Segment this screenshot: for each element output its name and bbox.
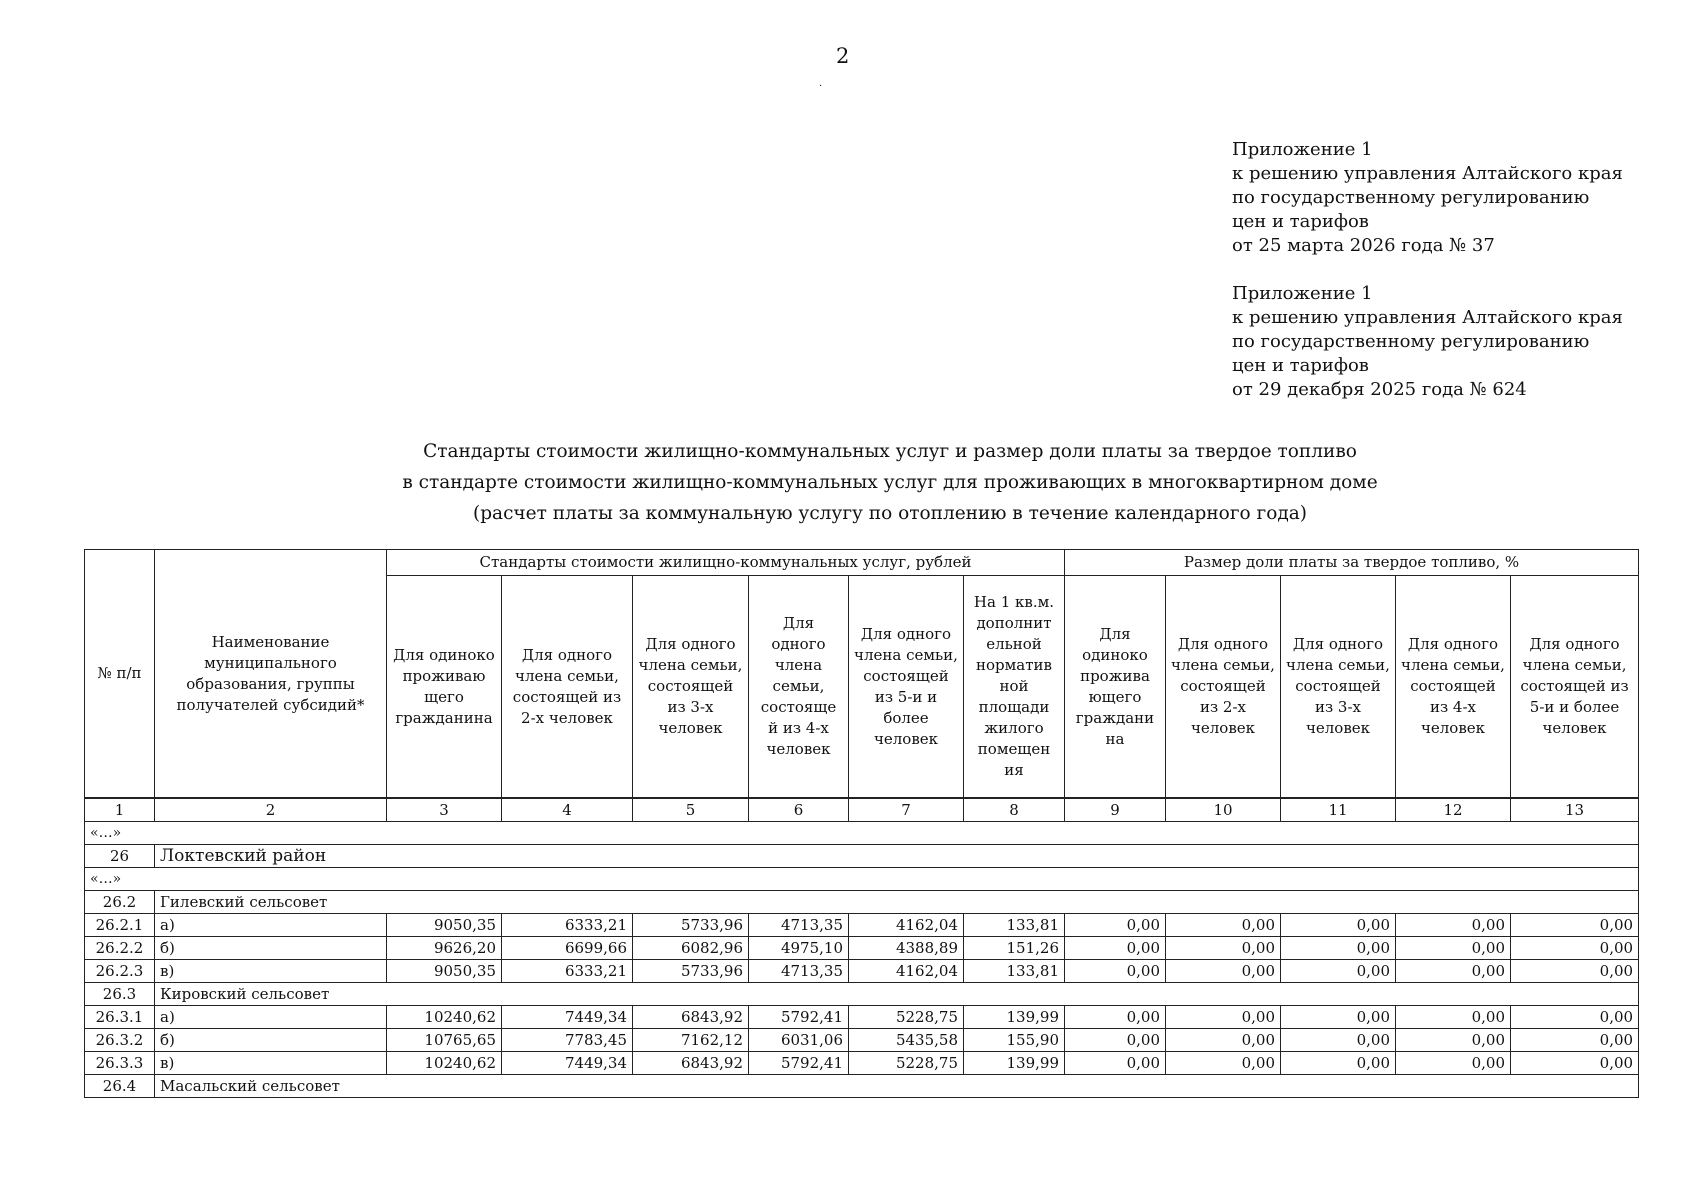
tariff-table xyxy=(84,549,1639,1098)
value-col-13: 0,00 xyxy=(1511,960,1639,983)
row-number: 26.3.2 xyxy=(85,1029,155,1052)
value-col-11: 0,00 xyxy=(1281,960,1396,983)
value-col-4: 7449,34 xyxy=(502,1006,633,1029)
table-row xyxy=(85,1029,1639,1052)
appendix-line: цен и тарифов xyxy=(1232,355,1369,376)
ellipsis-row xyxy=(85,868,1639,891)
subheader-col-10: Для одного члена семьи, состоящей из 2-х человек xyxy=(1166,576,1281,799)
value-col-3: 9050,35 xyxy=(387,914,502,937)
appendix-title: Приложение 1 xyxy=(1232,283,1373,304)
appendix-block-2 xyxy=(1232,282,1623,402)
value-col-12: 0,00 xyxy=(1396,1029,1511,1052)
district-row xyxy=(85,845,1639,868)
value-col-13: 0,00 xyxy=(1511,914,1639,937)
section-row xyxy=(85,983,1639,1006)
value-col-6: 5792,41 xyxy=(749,1006,849,1029)
row-number: 26 xyxy=(85,845,155,868)
subheader-col-11: Для одного члена семьи, состоящей из 3-х человек xyxy=(1281,576,1396,799)
row-group: а) xyxy=(155,1006,387,1029)
subheader-col-3: Для одиноко проживаю щего гражданина xyxy=(387,576,502,799)
value-col-9: 0,00 xyxy=(1065,1006,1166,1029)
row-group: б) xyxy=(155,1029,387,1052)
value-col-8: 139,99 xyxy=(964,1006,1065,1029)
value-col-9: 0,00 xyxy=(1065,914,1166,937)
value-col-13: 0,00 xyxy=(1511,1029,1639,1052)
ellipsis-cell: «…» xyxy=(85,822,1639,845)
row-group: в) xyxy=(155,1052,387,1075)
table-row xyxy=(85,1006,1639,1029)
value-col-9: 0,00 xyxy=(1065,1052,1166,1075)
page-number: 2 xyxy=(836,44,850,68)
value-col-6: 5792,41 xyxy=(749,1052,849,1075)
value-col-8: 133,81 xyxy=(964,914,1065,937)
row-number: 26.2.3 xyxy=(85,960,155,983)
value-col-8: 155,90 xyxy=(964,1029,1065,1052)
value-col-4: 7449,34 xyxy=(502,1052,633,1075)
column-number: 4 xyxy=(502,798,633,822)
table-row xyxy=(85,937,1639,960)
appendix-line: к решению управления Алтайского края xyxy=(1232,163,1623,184)
subheader-col-9: Для одиноко прожива ющего граждани на xyxy=(1065,576,1166,799)
header-number: № п/п xyxy=(85,550,155,799)
row-group: б) xyxy=(155,937,387,960)
row-number: 26.2 xyxy=(85,891,155,914)
value-col-8: 139,99 xyxy=(964,1052,1065,1075)
section-row xyxy=(85,891,1639,914)
value-col-5: 6843,92 xyxy=(633,1052,749,1075)
section-name: Гилевский сельсовет xyxy=(155,891,1639,914)
appendix-line: цен и тарифов xyxy=(1232,211,1369,232)
value-col-9: 0,00 xyxy=(1065,960,1166,983)
column-number: 9 xyxy=(1065,798,1166,822)
appendix-line: к решению управления Алтайского края xyxy=(1232,307,1623,328)
value-col-3: 10765,65 xyxy=(387,1029,502,1052)
value-col-8: 133,81 xyxy=(964,960,1065,983)
value-col-10: 0,00 xyxy=(1166,1029,1281,1052)
value-col-10: 0,00 xyxy=(1166,1052,1281,1075)
subheader-col-5: Для одного члена семьи, состоящей из 3-х человек xyxy=(633,576,749,799)
column-number: 13 xyxy=(1511,798,1639,822)
value-col-3: 9626,20 xyxy=(387,937,502,960)
value-col-9: 0,00 xyxy=(1065,937,1166,960)
subheader-col-7: Для одного члена семьи, состоящей из 5-и и более человек xyxy=(849,576,964,799)
value-col-11: 0,00 xyxy=(1281,1052,1396,1075)
appendix-line: от 29 декабря 2025 года № 624 xyxy=(1232,379,1527,400)
header-group-standards: Стандарты стоимости жилищно-коммунальных услуг, рублей xyxy=(387,550,1065,576)
value-col-6: 4713,35 xyxy=(749,914,849,937)
subheader-col-13: Для одного члена семьи, состоящей из 5-и и более человек xyxy=(1511,576,1639,799)
value-col-12: 0,00 xyxy=(1396,914,1511,937)
value-col-7: 4388,89 xyxy=(849,937,964,960)
value-col-13: 0,00 xyxy=(1511,1052,1639,1075)
value-col-4: 6333,21 xyxy=(502,960,633,983)
row-number: 26.4 xyxy=(85,1075,155,1098)
value-col-11: 0,00 xyxy=(1281,914,1396,937)
value-col-6: 4713,35 xyxy=(749,960,849,983)
row-number: 26.3.1 xyxy=(85,1006,155,1029)
column-number: 11 xyxy=(1281,798,1396,822)
subheader-col-4: Для одного члена семьи, состоящей из 2-х человек xyxy=(502,576,633,799)
value-col-9: 0,00 xyxy=(1065,1029,1166,1052)
appendix-line: от 25 марта 2026 года № 37 xyxy=(1232,235,1495,256)
value-col-10: 0,00 xyxy=(1166,960,1281,983)
section-row xyxy=(85,1075,1639,1098)
row-group: а) xyxy=(155,914,387,937)
title-line: (расчет платы за коммунальную услугу по отоплению в течение календарного года) xyxy=(472,503,1307,524)
appendix-line: по государственному регулированию xyxy=(1232,331,1590,352)
value-col-10: 0,00 xyxy=(1166,914,1281,937)
value-col-5: 5733,96 xyxy=(633,960,749,983)
subheader-col-12: Для одного члена семьи, состоящей из 4-х человек xyxy=(1396,576,1511,799)
value-col-7: 5435,58 xyxy=(849,1029,964,1052)
column-numbers-row xyxy=(85,798,1639,822)
value-col-8: 151,26 xyxy=(964,937,1065,960)
column-number: 12 xyxy=(1396,798,1511,822)
appendix-title: Приложение 1 xyxy=(1232,139,1373,160)
column-number: 6 xyxy=(749,798,849,822)
section-name: Масальский сельсовет xyxy=(155,1075,1639,1098)
column-number: 5 xyxy=(633,798,749,822)
value-col-11: 0,00 xyxy=(1281,937,1396,960)
appendix-block-1 xyxy=(1232,138,1623,258)
header-group-fuel-share: Размер доли платы за твердое топливо, % xyxy=(1065,550,1639,576)
row-number: 26.2.1 xyxy=(85,914,155,937)
value-col-12: 0,00 xyxy=(1396,1006,1511,1029)
document-title xyxy=(300,436,1480,529)
column-number: 8 xyxy=(964,798,1065,822)
value-col-6: 4975,10 xyxy=(749,937,849,960)
district-name: Локтевский район xyxy=(155,845,1639,868)
table-row xyxy=(85,960,1639,983)
title-line: в стандарте стоимости жилищно-коммунальных услуг для проживающих в многоквартирном доме xyxy=(402,472,1378,493)
subheader-col-6: Для одного члена семьи, состояще й из 4-х человек xyxy=(749,576,849,799)
value-col-3: 9050,35 xyxy=(387,960,502,983)
value-col-13: 0,00 xyxy=(1511,1006,1639,1029)
appendix-line: по государственному регулированию xyxy=(1232,187,1590,208)
value-col-3: 10240,62 xyxy=(387,1052,502,1075)
row-number: 26.2.2 xyxy=(85,937,155,960)
value-col-4: 6333,21 xyxy=(502,914,633,937)
column-number: 7 xyxy=(849,798,964,822)
value-col-7: 4162,04 xyxy=(849,960,964,983)
value-col-13: 0,00 xyxy=(1511,937,1639,960)
value-col-5: 6843,92 xyxy=(633,1006,749,1029)
value-col-10: 0,00 xyxy=(1166,1006,1281,1029)
ellipsis-cell: «…» xyxy=(85,868,1639,891)
value-col-11: 0,00 xyxy=(1281,1006,1396,1029)
value-col-11: 0,00 xyxy=(1281,1029,1396,1052)
row-number: 26.3.3 xyxy=(85,1052,155,1075)
value-col-5: 5733,96 xyxy=(633,914,749,937)
value-col-12: 0,00 xyxy=(1396,960,1511,983)
ellipsis-row xyxy=(85,822,1639,845)
value-col-4: 6699,66 xyxy=(502,937,633,960)
column-number: 1 xyxy=(85,798,155,822)
value-col-4: 7783,45 xyxy=(502,1029,633,1052)
row-number: 26.3 xyxy=(85,983,155,1006)
table-body xyxy=(85,798,1639,1098)
value-col-5: 7162,12 xyxy=(633,1029,749,1052)
value-col-10: 0,00 xyxy=(1166,937,1281,960)
value-col-5: 6082,96 xyxy=(633,937,749,960)
table-row xyxy=(85,1052,1639,1075)
value-col-7: 5228,75 xyxy=(849,1006,964,1029)
column-number: 2 xyxy=(155,798,387,822)
value-col-12: 0,00 xyxy=(1396,937,1511,960)
row-group: в) xyxy=(155,960,387,983)
table-row xyxy=(85,914,1639,937)
subheader-col-8: На 1 кв.м. дополнит ельной норматив ной площади жилого помещен ия xyxy=(964,576,1065,799)
column-number: 10 xyxy=(1166,798,1281,822)
column-number: 3 xyxy=(387,798,502,822)
title-line: Стандарты стоимости жилищно-коммунальных услуг и размер доли платы за твердое топливо xyxy=(423,441,1357,462)
value-col-3: 10240,62 xyxy=(387,1006,502,1029)
header-name: Наименование муниципального образования, группы получателей субсидий* xyxy=(155,550,387,799)
value-col-7: 5228,75 xyxy=(849,1052,964,1075)
value-col-7: 4162,04 xyxy=(849,914,964,937)
stray-dot: . xyxy=(819,78,823,89)
value-col-6: 6031,06 xyxy=(749,1029,849,1052)
section-name: Кировский сельсовет xyxy=(155,983,1639,1006)
value-col-12: 0,00 xyxy=(1396,1052,1511,1075)
